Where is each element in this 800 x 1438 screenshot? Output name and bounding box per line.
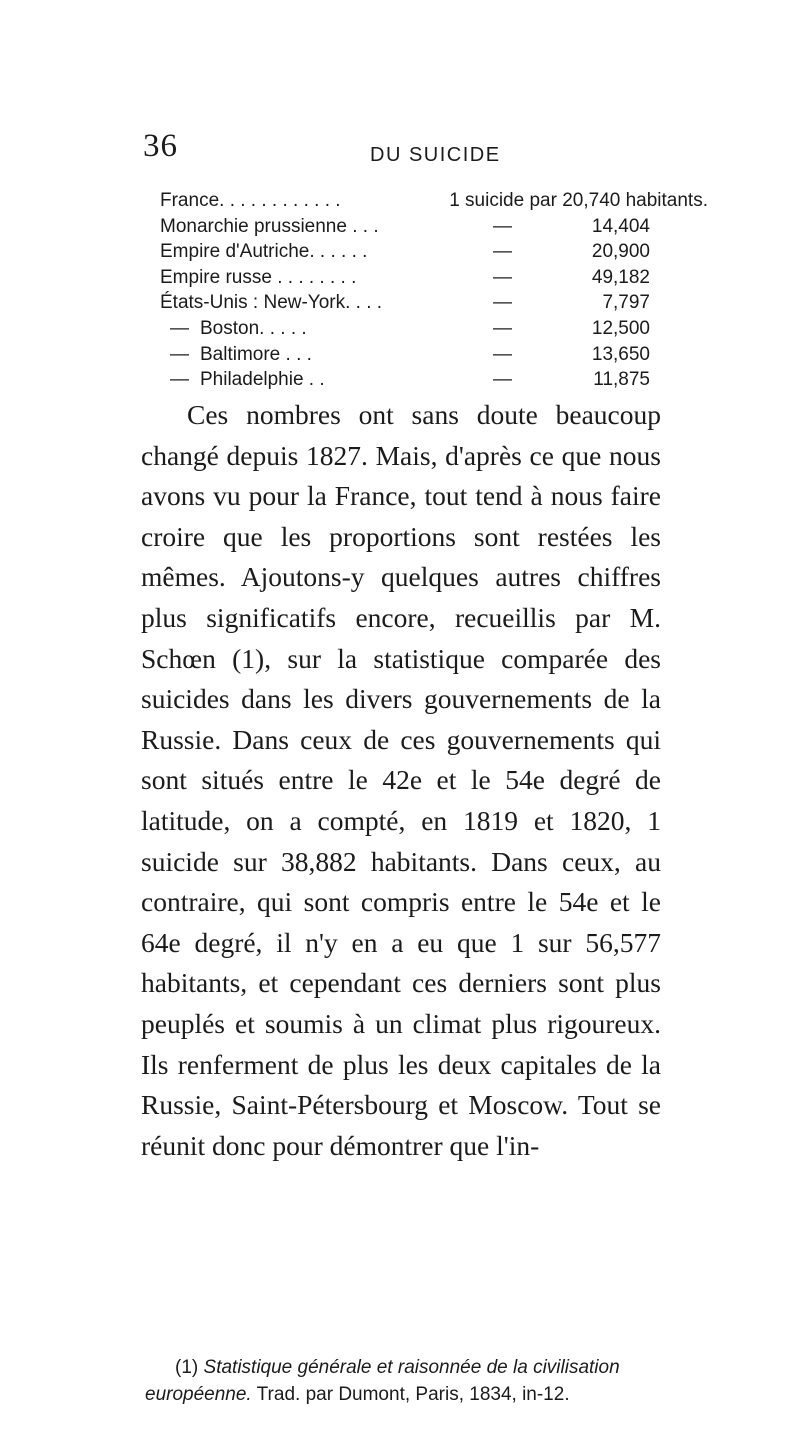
row-prefix: — — [170, 369, 189, 391]
footnote — [145, 1354, 685, 1408]
row-dash: — — [493, 241, 512, 263]
table-row — [0, 190, 800, 216]
table-row — [0, 292, 800, 318]
footnote-rest: Trad. par Dumont, Paris, 1834, in-12. — [256, 1384, 570, 1405]
row-label: Boston. . . . . — [200, 317, 307, 339]
row-value: 13,650 — [591, 343, 650, 365]
row-label: Philadelphie . . — [200, 369, 325, 391]
row-label: Monarchie prussienne . . . — [160, 215, 379, 237]
row-label: États-Unis : New-York. . . . — [160, 292, 383, 314]
row-dash: — — [493, 369, 512, 391]
row-dash: — — [493, 215, 512, 237]
row-value: 1 suicide par 20,740 habitants. — [449, 190, 708, 211]
running-title: DU SUICIDE — [370, 144, 501, 166]
row-dash: — — [493, 292, 512, 314]
row-value: 49,182 — [591, 266, 650, 288]
row-label: France. . . . . . . . . . . . — [160, 190, 341, 211]
row-value: 12,500 — [591, 317, 650, 339]
table-row — [0, 267, 800, 293]
footnote-title: Statistique générale et raisonnée de la civilisation européenne. — [145, 1357, 620, 1405]
paragraph: Ces nombres ont sans doute beaucoup changé depuis 1827. Mais, d'après ce que nous avons vu pour la France, tout tend à nous faire croire que les proportions sont restées les mêmes. Ajoutons-y quelques autres chiffres plus significatifs encore, recueillis par M. Schœn (1), sur la statistique comparée des suicides dans les divers gouvernements de la Russie. Dans ceux de ces gouvernements qui sont situés entre le 42e et le 54e degré de latitude, on a compté, en 1819 et 1820, 1 suicide sur 38,882 habitants. Dans ceux, au contraire, qui sont compris entre le 54e et le 64e degré, il n'y en a eu que 1 sur 56,577 habitants, et cependant ces derniers sont plus peuplés et soumis à un climat plus rigoureux. Ils renferment de plus les deux capitales de la Russie, Saint-Pétersbourg et Moscow. Tout se réunit donc pour démontrer que l'in- — [141, 399, 661, 1161]
body-text — [141, 395, 661, 1166]
table-row — [0, 318, 800, 344]
page-number: 36 — [143, 128, 178, 164]
row-prefix: — — [170, 317, 189, 339]
table-row — [0, 369, 800, 395]
row-label: Empire d'Autriche. . . . . . — [160, 241, 368, 263]
footnote-marker: (1) — [175, 1357, 199, 1378]
row-label: Baltimore . . . — [200, 343, 312, 365]
table-row — [0, 344, 800, 370]
row-dash: — — [493, 343, 512, 365]
row-value: 20,900 — [591, 241, 650, 263]
page-header — [0, 128, 800, 178]
row-value: 11,875 — [593, 369, 650, 391]
suicide-statistics-table — [0, 190, 800, 395]
row-dash: — — [493, 266, 512, 288]
row-prefix: — — [170, 343, 189, 365]
table-row — [0, 216, 800, 242]
table-row — [0, 241, 800, 267]
row-dash: — — [493, 317, 512, 339]
row-value: 14,404 — [591, 215, 650, 237]
row-label: Empire russe . . . . . . . . — [160, 266, 357, 288]
row-value: 7,797 — [602, 292, 650, 314]
